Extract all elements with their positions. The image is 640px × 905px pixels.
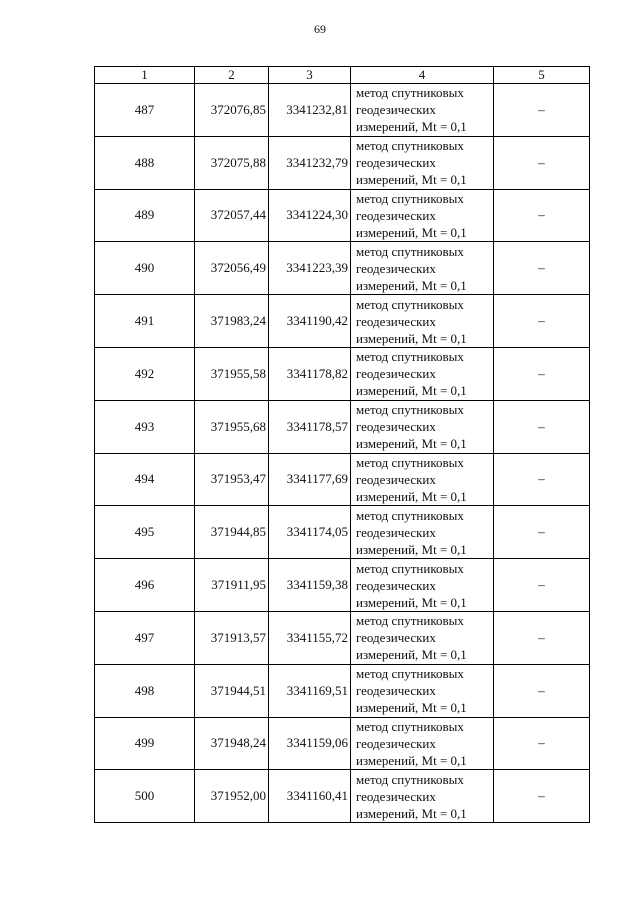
note-cell: – <box>494 136 590 189</box>
x-coordinate-cell: 371955,58 <box>195 347 269 400</box>
method-line-2: геодезических <box>356 102 436 118</box>
x-coordinate-cell: 371944,51 <box>195 664 269 717</box>
method-cell <box>351 770 494 823</box>
header-col-5: 5 <box>494 67 590 84</box>
header-col-2: 2 <box>195 67 269 84</box>
method-line-3: измерений, Mt = 0,1 <box>356 330 467 346</box>
note-cell: – <box>494 559 590 612</box>
x-coordinate-cell: 372056,49 <box>195 242 269 295</box>
point-number-cell: 494 <box>95 453 195 506</box>
note-cell: – <box>494 242 590 295</box>
y-coordinate-cell: 3341177,69 <box>269 453 351 506</box>
y-coordinate-cell: 3341232,81 <box>269 84 351 137</box>
point-number-cell: 496 <box>95 559 195 612</box>
method-line-3: измерений, Mt = 0,1 <box>356 172 467 188</box>
table-body <box>95 84 590 823</box>
table-row <box>95 347 590 400</box>
table-row <box>95 242 590 295</box>
method-line-3: измерений, Mt = 0,1 <box>356 752 467 768</box>
x-coordinate-cell: 372075,88 <box>195 136 269 189</box>
method-line-1: метод спутниковых <box>356 349 464 365</box>
coordinates-table <box>94 66 590 823</box>
point-number-cell: 492 <box>95 347 195 400</box>
table-row <box>95 84 590 137</box>
table-row <box>95 136 590 189</box>
table-row <box>95 611 590 664</box>
note-cell: – <box>494 189 590 242</box>
x-coordinate-cell: 371983,24 <box>195 295 269 348</box>
note-cell: – <box>494 84 590 137</box>
method-line-1: метод спутниковых <box>356 666 464 682</box>
x-coordinate-cell: 371948,24 <box>195 717 269 770</box>
note-cell: – <box>494 295 590 348</box>
method-line-2: геодезических <box>356 683 436 699</box>
method-cell <box>351 400 494 453</box>
method-line-2: геодезических <box>356 577 436 593</box>
point-number-cell: 495 <box>95 506 195 559</box>
y-coordinate-cell: 3341232,79 <box>269 136 351 189</box>
method-line-3: измерений, Mt = 0,1 <box>356 436 467 452</box>
header-col-4: 4 <box>351 67 494 84</box>
method-line-2: геодезических <box>356 471 436 487</box>
y-coordinate-cell: 3341190,42 <box>269 295 351 348</box>
table-row <box>95 453 590 506</box>
method-line-3: измерений, Mt = 0,1 <box>356 488 467 504</box>
method-line-1: метод спутниковых <box>356 560 464 576</box>
note-cell: – <box>494 347 590 400</box>
method-cell <box>351 189 494 242</box>
table-row <box>95 664 590 717</box>
method-line-3: измерений, Mt = 0,1 <box>356 805 467 821</box>
method-cell <box>351 84 494 137</box>
point-number-cell: 489 <box>95 189 195 242</box>
method-line-2: геодезических <box>356 207 436 223</box>
method-line-2: геодезических <box>356 630 436 646</box>
table-header <box>95 67 590 84</box>
method-cell <box>351 295 494 348</box>
method-cell <box>351 664 494 717</box>
note-cell: – <box>494 400 590 453</box>
method-cell <box>351 717 494 770</box>
point-number-cell: 500 <box>95 770 195 823</box>
method-line-3: измерений, Mt = 0,1 <box>356 383 467 399</box>
method-line-3: измерений, Mt = 0,1 <box>356 647 467 663</box>
method-line-2: геодезических <box>356 735 436 751</box>
point-number-cell: 490 <box>95 242 195 295</box>
point-number-cell: 491 <box>95 295 195 348</box>
method-line-2: геодезических <box>356 260 436 276</box>
x-coordinate-cell: 371952,00 <box>195 770 269 823</box>
table-row <box>95 189 590 242</box>
note-cell: – <box>494 770 590 823</box>
method-line-3: измерений, Mt = 0,1 <box>356 594 467 610</box>
method-line-1: метод спутниковых <box>356 190 464 206</box>
y-coordinate-cell: 3341159,38 <box>269 559 351 612</box>
table-row <box>95 770 590 823</box>
table-row <box>95 717 590 770</box>
note-cell: – <box>494 453 590 506</box>
y-coordinate-cell: 3341174,05 <box>269 506 351 559</box>
method-cell <box>351 453 494 506</box>
page-number: 69 <box>314 22 326 36</box>
y-coordinate-cell: 3341160,41 <box>269 770 351 823</box>
method-cell <box>351 136 494 189</box>
method-line-2: геодезических <box>356 313 436 329</box>
method-line-1: метод спутниковых <box>356 718 464 734</box>
point-number-cell: 498 <box>95 664 195 717</box>
y-coordinate-cell: 3341178,57 <box>269 400 351 453</box>
method-line-1: метод спутниковых <box>356 296 464 312</box>
y-coordinate-cell: 3341223,39 <box>269 242 351 295</box>
note-cell: – <box>494 717 590 770</box>
x-coordinate-cell: 371944,85 <box>195 506 269 559</box>
method-line-3: измерений, Mt = 0,1 <box>356 224 467 240</box>
x-coordinate-cell: 372057,44 <box>195 189 269 242</box>
x-coordinate-cell: 371913,57 <box>195 611 269 664</box>
method-line-2: геодезических <box>356 366 436 382</box>
x-coordinate-cell: 372076,85 <box>195 84 269 137</box>
method-line-1: метод спутниковых <box>356 85 464 101</box>
method-line-3: измерений, Mt = 0,1 <box>356 700 467 716</box>
header-col-1: 1 <box>95 67 195 84</box>
method-line-1: метод спутниковых <box>356 402 464 418</box>
method-line-3: измерений, Mt = 0,1 <box>356 277 467 293</box>
point-number-cell: 499 <box>95 717 195 770</box>
table-row <box>95 506 590 559</box>
x-coordinate-cell: 371911,95 <box>195 559 269 612</box>
point-number-cell: 497 <box>95 611 195 664</box>
method-cell <box>351 347 494 400</box>
method-cell <box>351 611 494 664</box>
method-cell <box>351 506 494 559</box>
x-coordinate-cell: 371955,68 <box>195 400 269 453</box>
note-cell: – <box>494 611 590 664</box>
method-line-1: метод спутниковых <box>356 771 464 787</box>
y-coordinate-cell: 3341169,51 <box>269 664 351 717</box>
method-line-2: геодезических <box>356 419 436 435</box>
method-line-2: геодезических <box>356 788 436 804</box>
table-row <box>95 559 590 612</box>
y-coordinate-cell: 3341178,82 <box>269 347 351 400</box>
method-line-1: метод спутниковых <box>356 613 464 629</box>
y-coordinate-cell: 3341224,30 <box>269 189 351 242</box>
method-line-1: метод спутниковых <box>356 138 464 154</box>
method-cell <box>351 242 494 295</box>
method-line-2: геодезических <box>356 524 436 540</box>
note-cell: – <box>494 506 590 559</box>
method-line-3: измерений, Mt = 0,1 <box>356 541 467 557</box>
y-coordinate-cell: 3341159,06 <box>269 717 351 770</box>
header-col-3: 3 <box>269 67 351 84</box>
point-number-cell: 493 <box>95 400 195 453</box>
method-line-1: метод спутниковых <box>356 507 464 523</box>
y-coordinate-cell: 3341155,72 <box>269 611 351 664</box>
note-cell: – <box>494 664 590 717</box>
header-row <box>95 67 590 84</box>
x-coordinate-cell: 371953,47 <box>195 453 269 506</box>
table-row <box>95 295 590 348</box>
table-row <box>95 400 590 453</box>
method-line-1: метод спутниковых <box>356 454 464 470</box>
point-number-cell: 488 <box>95 136 195 189</box>
method-line-1: метод спутниковых <box>356 243 464 259</box>
method-cell <box>351 559 494 612</box>
method-line-3: измерений, Mt = 0,1 <box>356 119 467 135</box>
point-number-cell: 487 <box>95 84 195 137</box>
method-line-2: геодезических <box>356 155 436 171</box>
